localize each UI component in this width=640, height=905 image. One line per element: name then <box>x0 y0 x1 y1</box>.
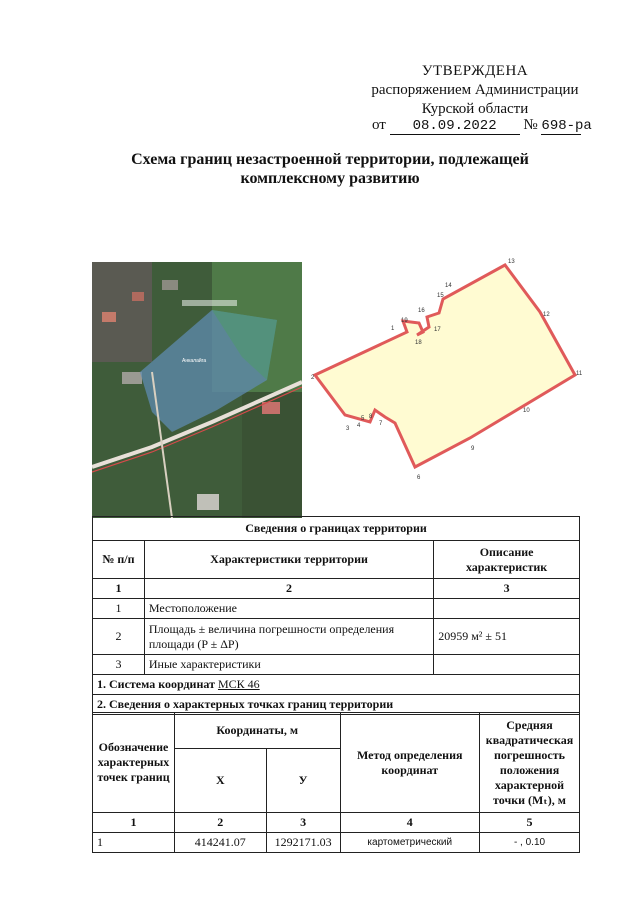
row-value: 20959 м² ± 51 <box>434 619 580 655</box>
table-row <box>93 599 580 619</box>
header-characteristics: Характеристики территории <box>144 541 433 579</box>
approval-heading: УТВЕРЖДЕНА <box>421 63 529 79</box>
row-num: 3 <box>93 655 145 675</box>
point-label-16: 16 <box>418 308 425 314</box>
row-num: 2 <box>93 619 145 655</box>
point-label-19: 19 <box>401 318 408 324</box>
row-value <box>434 599 580 619</box>
header-y: У <box>266 749 340 813</box>
row-name: Местоположение <box>144 599 433 619</box>
point-label-4: 4 <box>357 423 361 429</box>
header-x: Х <box>174 749 266 813</box>
boundary-scheme <box>305 255 595 485</box>
order-line <box>372 117 592 135</box>
point-label-3: 3 <box>346 426 350 432</box>
point-label-12: 12 <box>543 312 550 318</box>
row-value <box>434 655 580 675</box>
approval-line2: Курской области <box>421 101 529 117</box>
col-number: 3 <box>266 813 340 833</box>
row-name: Иные характеристики <box>144 655 433 675</box>
point-label-10: 10 <box>523 408 530 414</box>
point-label-9: 9 <box>471 446 475 452</box>
point-x: 414241.07 <box>174 833 266 853</box>
coordinate-system <box>93 675 580 695</box>
table-row <box>93 619 580 655</box>
col-number: 1 <box>93 579 145 599</box>
point-y: 1292171.03 <box>266 833 340 853</box>
point-label-8: 8 <box>369 414 373 420</box>
number-prefix: № <box>523 117 538 133</box>
point-label-14: 14 <box>445 283 452 289</box>
point-id: 1 <box>93 833 175 853</box>
info-table-title: Сведения о границах территории <box>93 517 580 541</box>
point-label-13: 13 <box>508 259 515 265</box>
boundary-points-table <box>92 712 580 853</box>
header-coordinates: Координаты, м <box>174 713 340 749</box>
point-label-6: 6 <box>417 475 421 481</box>
approval-line1: распоряжением Администрации <box>371 82 579 98</box>
coord-system-label: 1. Система координат <box>97 677 215 691</box>
date-prefix: от <box>372 117 386 133</box>
header-method: Метод определения координат <box>340 713 479 813</box>
header-description: Описание характеристик <box>434 541 580 579</box>
header-num: № п/п <box>93 541 145 579</box>
photo-label: Анкалайга <box>182 358 207 364</box>
point-label-17: 17 <box>434 327 441 333</box>
territory-info-table <box>92 516 580 715</box>
point-error: - , 0.10 <box>480 833 580 853</box>
col-number: 1 <box>93 813 175 833</box>
point-method: картометрический <box>340 833 479 853</box>
col-number: 2 <box>144 579 433 599</box>
section-2-heading: 2. Сведения о характерных точках границ территории <box>93 695 580 715</box>
col-number: 3 <box>434 579 580 599</box>
table-row <box>93 655 580 675</box>
point-label-2: 2 <box>311 375 315 381</box>
approval-block <box>340 62 610 119</box>
col-number: 4 <box>340 813 479 833</box>
order-number: 698-ра <box>541 118 592 134</box>
territory-polygon <box>315 265 575 467</box>
point-label-1: 1 <box>391 326 395 332</box>
point-label-5: 5 <box>361 416 365 422</box>
coord-system-value: МСК 46 <box>217 677 260 691</box>
order-date: 08.09.2022 <box>390 118 520 135</box>
header-error: Средняя квадратическая погрешность положения характерной точки (Mₜ), м <box>480 713 580 813</box>
document-title: Схема границ незастроенной территории, подлежащей комплексному развитию <box>131 151 529 187</box>
col-number: 2 <box>174 813 266 833</box>
table-row <box>93 833 580 853</box>
header-point: Обозначение характерных точек границ <box>93 713 175 813</box>
point-label-7: 7 <box>379 421 383 427</box>
point-label-11: 11 <box>576 371 583 377</box>
point-label-18: 18 <box>415 340 422 346</box>
col-number: 5 <box>480 813 580 833</box>
row-num: 1 <box>93 599 145 619</box>
point-label-15: 15 <box>437 293 444 299</box>
aerial-photo <box>92 262 302 518</box>
row-name: Площадь ± величина погрешности определения площади (P ± ΔP) <box>144 619 433 655</box>
